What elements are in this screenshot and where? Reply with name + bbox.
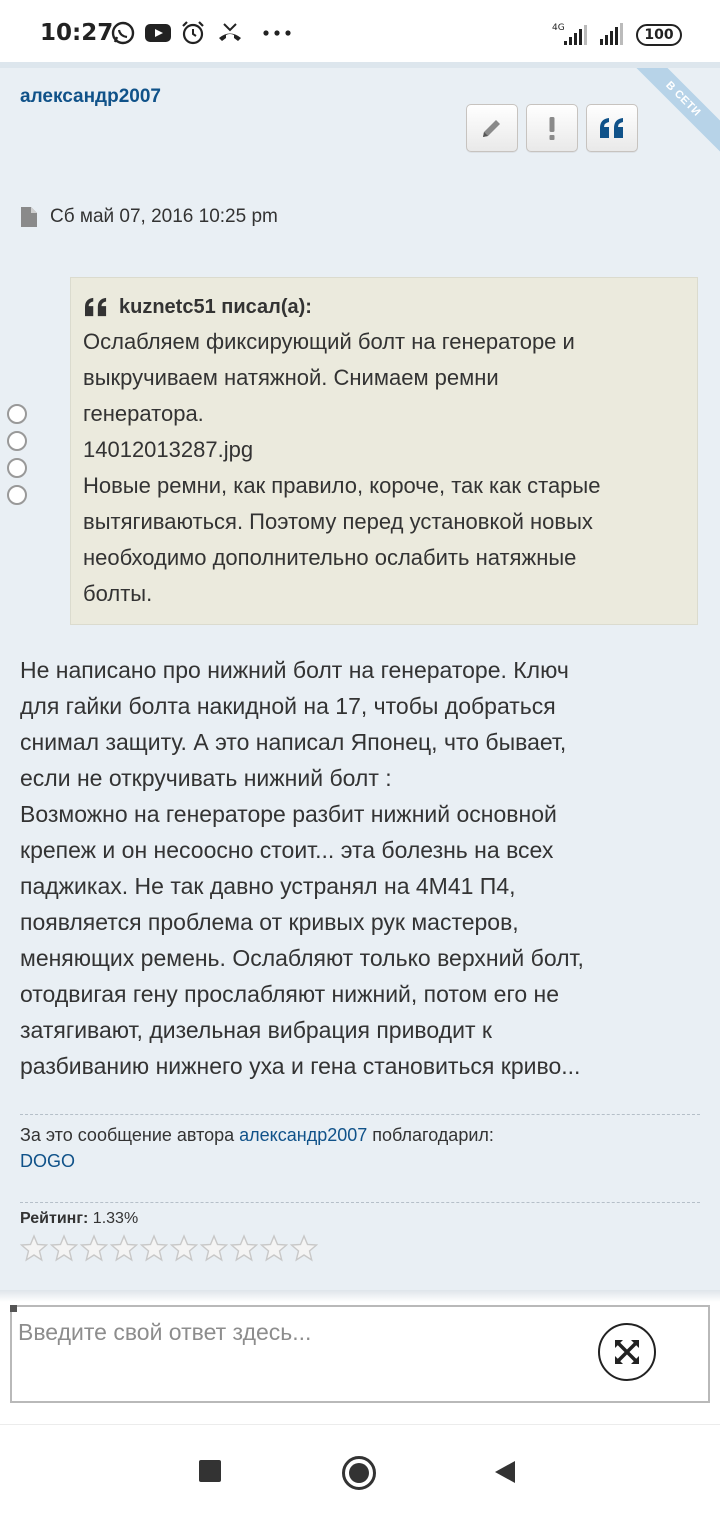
rating [20, 1210, 138, 1228]
quote-icon [598, 116, 626, 140]
whatsapp-icon [110, 20, 136, 46]
post-actions [466, 104, 638, 152]
scroll-dot[interactable] [7, 431, 27, 451]
home-button[interactable] [341, 1455, 377, 1491]
report-button[interactable] [526, 104, 578, 152]
thanks-prefix: За это сообщение автора [20, 1125, 240, 1145]
rating-value: 1.33% [92, 1210, 139, 1227]
more-dots-icon [262, 20, 292, 46]
status-time: 10:27 [40, 20, 114, 46]
post-date-text: Сб май 07, 2016 10:25 pm [50, 206, 278, 227]
system-nav-bar [0, 1424, 720, 1520]
back-button[interactable] [492, 1459, 518, 1485]
post-date [20, 206, 278, 228]
online-badge: В СЕТИ [630, 68, 720, 158]
rating-star-icon[interactable] [110, 1234, 138, 1262]
rating-star-icon[interactable] [20, 1234, 48, 1262]
reply-separator [0, 1290, 720, 1302]
rating-star-icon[interactable] [290, 1234, 318, 1262]
edit-icon [479, 115, 505, 141]
scroll-dot[interactable] [7, 404, 27, 424]
network-label: 4G [552, 23, 565, 33]
post-author-link[interactable]: александр2007 [20, 86, 161, 107]
divider [20, 1202, 700, 1203]
recents-button[interactable] [198, 1459, 222, 1483]
edit-button[interactable] [466, 104, 518, 152]
quote-header [83, 292, 685, 322]
expand-button[interactable] [598, 1323, 656, 1381]
thanks-suffix: поблагодарил: [367, 1125, 494, 1145]
recents-icon [198, 1459, 222, 1483]
post-body: Не написано про нижний болт на генераторе. Ключ для гайки болта накидной на 17, чтобы добраться снимал защиту. А это написал Японец, что бывает, если не откручивать нижний болт : Возможно на генераторе разбит нижний основной крепеж и он несоосно стоит... эта болезнь на всех паджиках. Не так давно устранял на 4М41 П4, появляется проблема от кривых рук мастеров, меняющих ремень. Ослабляют только верхний болт, отодвигая гену прослабляют нижний, потом его не затягивают, дизельная вибрация приводит к разбиванию нижнего уха и гена становиться криво... [20, 657, 584, 1079]
missed-call-icon [216, 20, 244, 46]
lte-signal-icon [550, 22, 590, 53]
rating-stars [20, 1234, 318, 1262]
home-icon [341, 1455, 377, 1491]
rating-star-icon[interactable] [80, 1234, 108, 1262]
battery-indicator: 100 [636, 24, 682, 46]
online-ribbon [630, 68, 720, 158]
quote-author: kuznetc51 писал(а): [119, 295, 312, 318]
quote-button[interactable] [586, 104, 638, 152]
report-icon [546, 115, 558, 141]
rating-star-icon[interactable] [230, 1234, 258, 1262]
thanks-block [20, 1122, 700, 1174]
expand-icon [610, 1335, 644, 1369]
reply-placeholder: Введите свой ответ здесь... [18, 1319, 312, 1345]
quote-mark-icon [83, 296, 109, 318]
back-icon [492, 1459, 518, 1485]
rating-star-icon[interactable] [140, 1234, 168, 1262]
rating-star-icon[interactable] [200, 1234, 228, 1262]
signal-icon [598, 22, 628, 53]
scroll-dot[interactable] [7, 485, 27, 505]
rating-star-icon[interactable] [50, 1234, 78, 1262]
quote-block [70, 277, 698, 625]
page-scroll-dots [7, 404, 27, 505]
rating-label: Рейтинг: [20, 1210, 89, 1227]
status-bar [0, 0, 720, 62]
thanks-author-link[interactable]: александр2007 [239, 1125, 368, 1145]
document-icon [20, 206, 38, 228]
rating-star-icon[interactable] [170, 1234, 198, 1262]
thanks-user-link[interactable]: DOGO [20, 1151, 76, 1171]
reply-input[interactable] [10, 1305, 710, 1403]
quote-text: Ослабляем фиксирующий болт на генераторе и выкручиваем натяжной. Снимаем ремни генератора. 14012013287.jpg Новые ремни, как правило, короче, так как старые вытягиваються. Поэтому перед установкой новых необходимо дополнительно ослабить натяжные болты. [83, 329, 601, 606]
post-panel [0, 62, 720, 1290]
divider [20, 1114, 700, 1115]
scroll-dot[interactable] [7, 458, 27, 478]
rating-star-icon[interactable] [260, 1234, 288, 1262]
youtube-icon [144, 20, 172, 46]
resize-handle [10, 1305, 17, 1312]
alarm-icon [180, 20, 206, 46]
